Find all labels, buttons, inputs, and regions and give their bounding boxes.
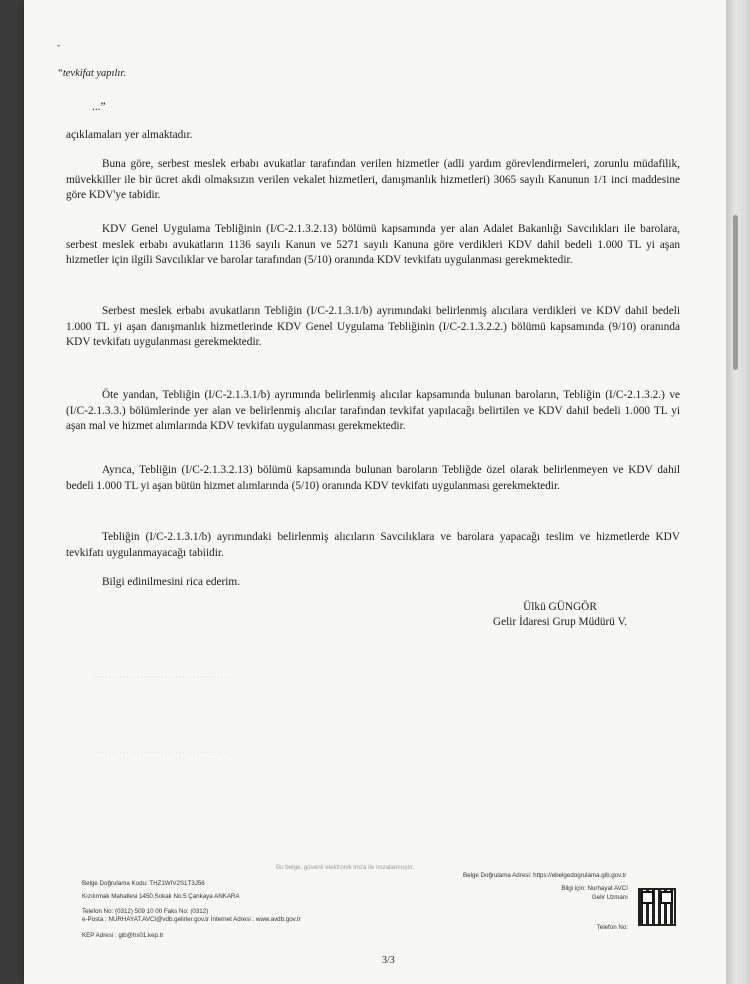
intro-text: açıklamaları yer almaktadır. — [66, 129, 193, 141]
page-number: 3/3 — [382, 955, 395, 966]
phone: Telefon No: (0312) 509 10 00 Faks No: (0312) — [82, 908, 209, 915]
paragraph-5: Ayrıca, Tebliğin (I/C-2.1.3.2.13) bölümü kapsamında bulunan baroların Tebliğde özel olarak belirlenmeyen ve KDV dahil bedeli 1.000 TL yi aşan bütün hizmet alımlarında (5/10) oranında KDV tevkifatı uygulanması gerekmektedir. — [66, 464, 680, 492]
contact-phone: Telefon No: — [596, 924, 628, 931]
scrollbar-thumb[interactable] — [733, 215, 738, 370]
contact-role: Gelir Uzmanı — [591, 894, 628, 901]
margin-mark: - — [57, 40, 60, 50]
qr-code-icon — [640, 890, 674, 924]
paragraph-1: Buna göre, serbest meslek erbabı avukatlar tarafından verilen hizmetler (adli yardım görevlendirmeleri, zorunlu müdafilik, müvekkiller ile bir ücret akdi olmaksızın verilen vekalet hizmetleri, danışmanlık hizmetleri) 3065 sayılı Kanunun 1/1 inci maddesine göre KDV'ye tabidir. — [66, 158, 680, 201]
paragraph-4: Öte yandan, Tebliğin (I/C-2.1.3.1/b) ayrımında belirlenmiş alıcılar kapsamında bulunan baroların, Tebliğin (I/C-2.1.3.2.) ve (I/C-2.1.3.3.) bölümlerinde yer alan ve belirlenmiş alıcılar tarafından tevkifat yapılacağı belirtilen ve KDV dahil bedeli 1.000 TL yi aşan mal ve hizmet alımlarında KDV tevkifatı uygulanması gerekmektedir. — [66, 389, 680, 432]
address: Kızılırmak Mahallesi 1450.Sokak No:5 Çankaya ANKARA — [82, 893, 240, 900]
paragraph-2: KDV Genel Uygulama Tebliğinin (I/C-2.1.3.2.13) bölümü kapsamında yer alan Adalet Bakanlığı Savcılıkları ile barolara, serbest meslek erbabı avukatların 1136 sayılı Kanun ve 5271 sayılı Kanuna göre verdikleri KDV dahil bedeli 1.000 TL yi aşan hizmetler için ilgili Savcılıklar ve barolar tarafından (5/10) oranında KDV tevkifatı uygulanması gerekmektedir. — [66, 223, 680, 266]
paragraph-6: Tebliğin (I/C-2.1.3.1/b) ayrımındaki belirlenmiş alıcıların Savcılıklara ve barolara yapacağı teslim ve hizmetlerde KDV tevkifatı uygulanmayacağı tabiidir. — [66, 531, 680, 559]
quote-end: ...” — [92, 101, 106, 113]
quote-fragment: “tevkifat yapılır. — [57, 68, 126, 79]
signer-title: Gelir İdaresi Grup Müdürü V. — [492, 616, 628, 628]
window-edge — [726, 0, 750, 984]
signer-name: Ülkü GÜNGÖR — [523, 601, 597, 613]
contact-person: Bilgi için: Nurhayat AVCI — [561, 885, 628, 892]
verify-address: Belge Doğrulama Adresi: https://ebelgedogrulama.gib.gov.tr — [463, 872, 627, 879]
verify-code: Belge Doğrulama Kodu: THZ1WIV2S1T3J56 — [82, 880, 205, 887]
closing-line: Bilgi edinilmesini rica ederim. — [102, 576, 241, 588]
esign-note: Bu belge, güvenli elektronik imza ile imzalanmıştır. — [276, 864, 415, 871]
kep-address: KEP Adresi : gib@hs01.kep.tr — [82, 932, 164, 939]
paragraph-3: Serbest meslek erbabı avukatların Tebliğin (I/C-2.1.3.1/b) ayrımındaki belirlenmiş alıcılara verdikleri ve KDV dahil bedeli 1.000 TL yi aşan danışmanlık hizmetlerinde KDV Genel Uygulama Tebliğinin (I/C-2.1.3.2.2.) bölümü kapsamında (9/10) oranında KDV tevkifatı uygulanması gerekmektedir. — [66, 305, 680, 348]
email: e-Posta : NURHAYAT.AVCI@vdb.gelirler.gov.tr İnternet Adresi : www.avdb.gov.tr — [82, 916, 301, 923]
